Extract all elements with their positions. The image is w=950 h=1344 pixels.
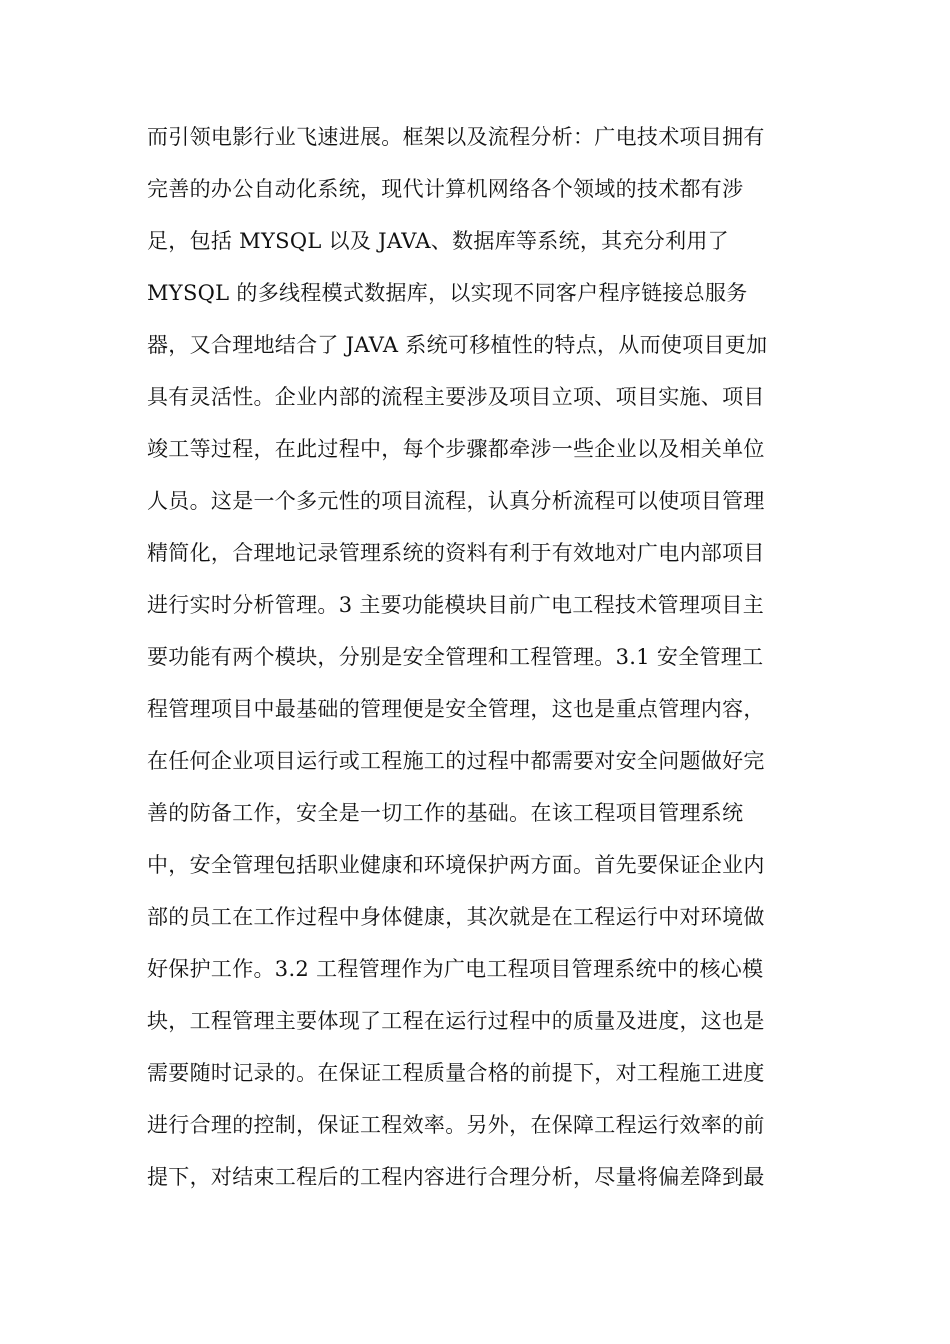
- text-line: 完善的办公自动化系统，现代计算机网络各个领域的技术都有涉: [147, 177, 744, 201]
- text-line: 足，包括 MYSQL 以及 JAVA、数据库等系统，其充分利用了: [147, 229, 729, 253]
- text-line: 在任何企业项目运行或工程施工的过程中都需要对安全问题做好完: [147, 749, 765, 773]
- text-line: 竣工等过程，在此过程中，每个步骤都牵涉一些企业以及相关单位: [147, 437, 765, 461]
- text-line: 要功能有两个模块，分别是安全管理和工程管理。3.1 安全管理工: [147, 645, 764, 669]
- text-line: 具有灵活性。企业内部的流程主要涉及项目立项、项目实施、项目: [147, 385, 765, 409]
- text-line: 好保护工作。3.2 工程管理作为广电工程项目管理系统中的核心模: [147, 957, 764, 981]
- text-line: 需要随时记录的。在保证工程质量合格的前提下，对工程施工进度: [147, 1061, 765, 1085]
- text-line: 块，工程管理主要体现了工程在运行过程中的质量及进度，这也是: [147, 1009, 765, 1033]
- text-line: 人员。这是一个多元性的项目流程，认真分析流程可以使项目管理: [147, 489, 765, 513]
- text-line: 而引领电影行业飞速进展。框架以及流程分析：广电技术项目拥有: [147, 125, 765, 149]
- text-line: 中，安全管理包括职业健康和环境保护两方面。首先要保证企业内: [147, 853, 765, 877]
- text-line: 提下，对结束工程后的工程内容进行合理分析，尽量将偏差降到最: [147, 1165, 765, 1189]
- text-line: 善的防备工作，安全是一切工作的基础。在该工程项目管理系统: [147, 801, 744, 825]
- text-line: 精简化，合理地记录管理系统的资料有利于有效地对广电内部项目: [147, 541, 765, 565]
- text-line: 器，又合理地结合了 JAVA 系统可移植性的特点，从而使项目更加: [147, 333, 768, 357]
- text-line: 部的员工在工作过程中身体健康，其次就是在工程运行中对环境做: [147, 905, 765, 929]
- text-line: 程管理项目中最基础的管理便是安全管理，这也是重点管理内容，: [147, 697, 765, 721]
- text-line: 进行实时分析管理。3 主要功能模块目前广电工程技术管理项目主: [147, 593, 765, 617]
- body-text: [147, 111, 807, 1203]
- text-line: 进行合理的控制，保证工程效率。另外，在保障工程运行效率的前: [147, 1113, 765, 1137]
- text-line: MYSQL 的多线程模式数据库，以实现不同客户程序链接总服务: [147, 281, 748, 305]
